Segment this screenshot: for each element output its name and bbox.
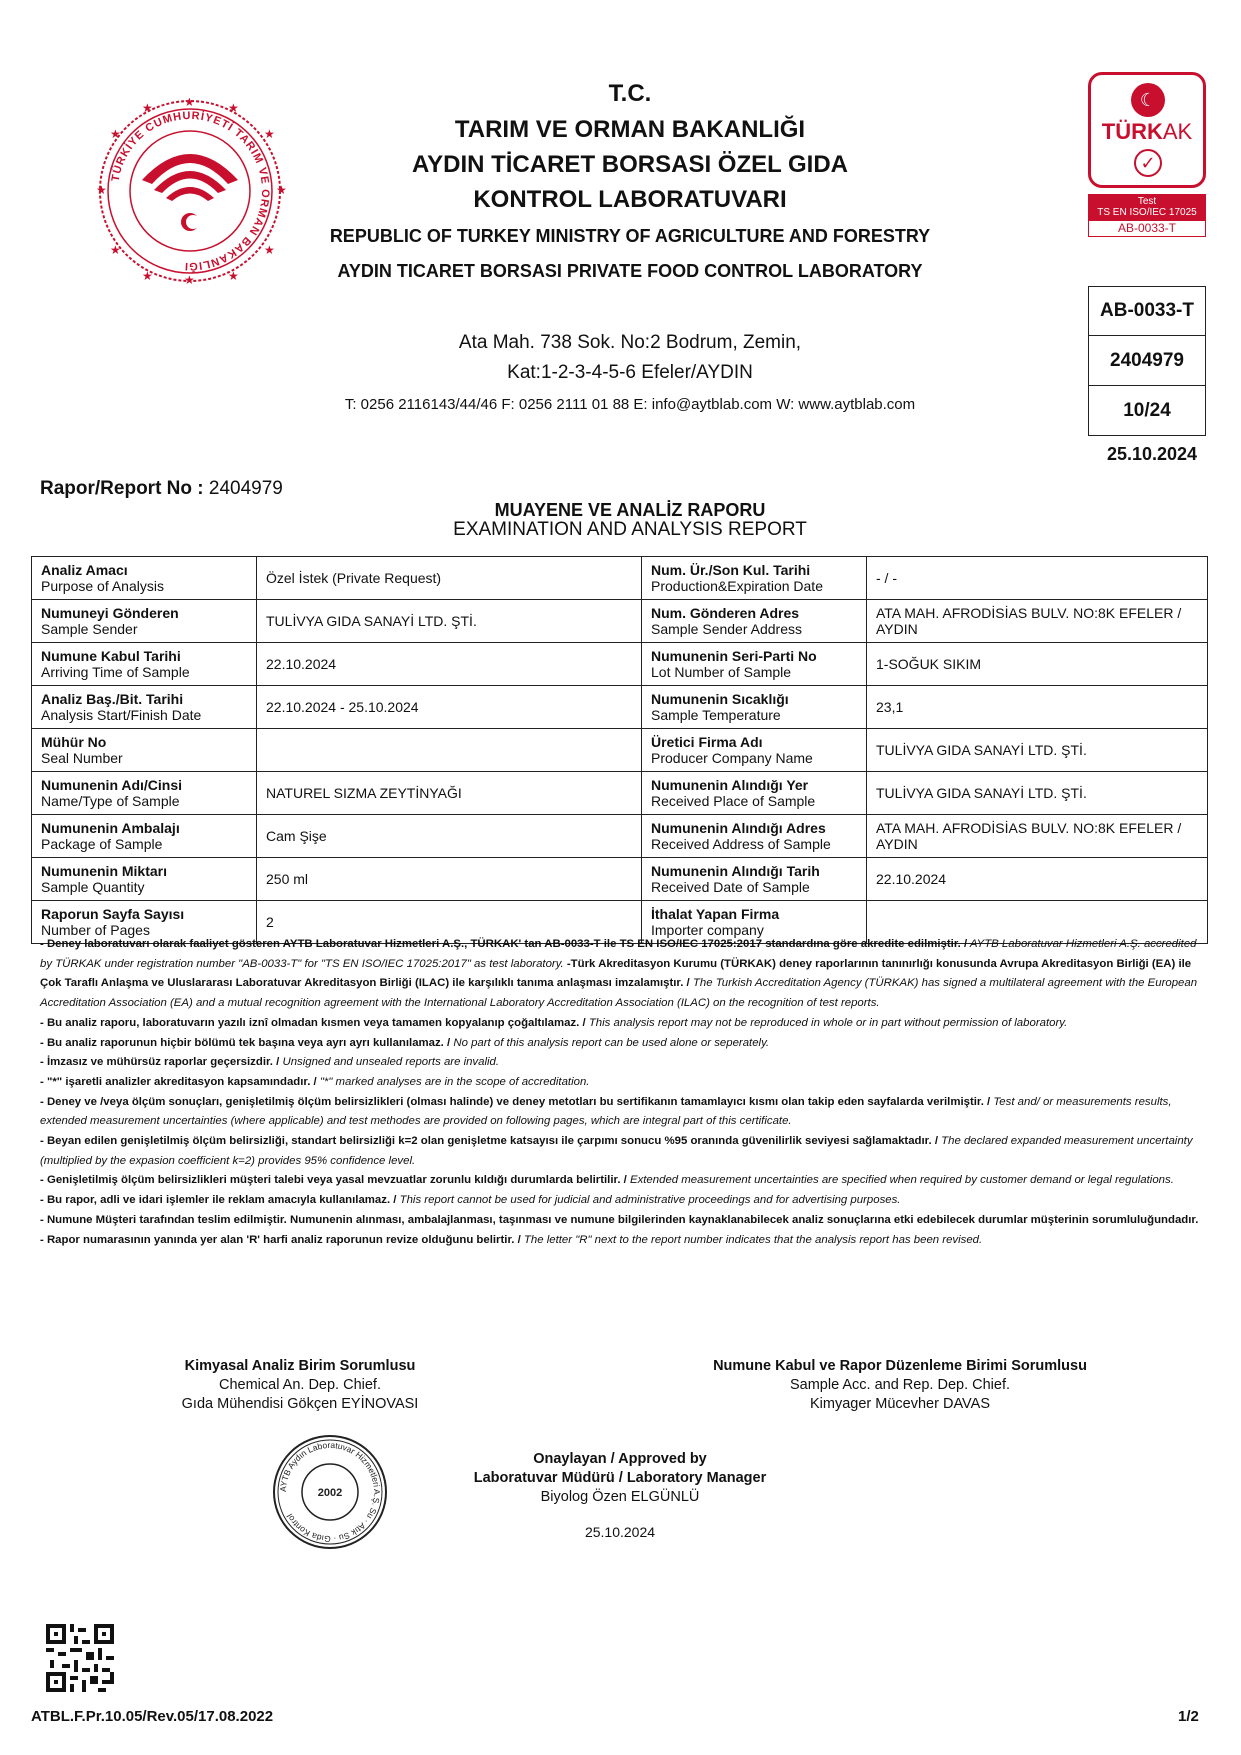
- r-label-cell: [642, 557, 867, 600]
- r-label-en: Production&Expiration Date: [651, 578, 823, 594]
- note-text: - "*" işaretli analizler akreditasyon kapsamındadır. /: [40, 1075, 317, 1088]
- note-text: This report cannot be used for judicial and administrative proceedings and for advertising purposes.: [396, 1194, 901, 1207]
- note-item: [40, 1231, 1205, 1251]
- svg-text:★: ★: [142, 269, 153, 283]
- r-label-cell: [642, 686, 867, 729]
- r-label-cell: [642, 643, 867, 686]
- r-label-cell: [642, 772, 867, 815]
- r-value-cell: TULİVYA GIDA SANAYİ LTD. ŞTİ.: [867, 772, 1208, 815]
- sig-left-name: Gıda Mühendisi Gökçen EYİNOVASI: [181, 1396, 419, 1412]
- turkak-test-label: Test: [1137, 196, 1157, 207]
- stamp-year: 2002: [317, 1487, 343, 1499]
- report-title-en: EXAMINATION AND ANALYSIS REPORT: [453, 519, 807, 540]
- r-label-tr: Numunenin Alındığı Yer: [651, 776, 809, 793]
- r-label-cell: [642, 858, 867, 901]
- note-text: - Genişletilmiş ölçüm belirsizlikleri müşteri talebi veya yasal mevzuatlar zorunlu kıldığı durumlarda belirtilir. /: [40, 1174, 627, 1187]
- r-label-cell: [642, 815, 867, 858]
- r-label-tr: Numunenin Sıcaklığı: [651, 690, 789, 707]
- note-item: [40, 1171, 1205, 1191]
- l-label-cell: [32, 815, 257, 858]
- note-text: This analysis report may not be reproduced in whole or in part without permission of laboratory.: [585, 1016, 1068, 1029]
- header-ministry: TARIM VE ORMAN BAKANLIĞI: [454, 116, 806, 143]
- turkak-text-1: TÜRK: [1101, 119, 1163, 144]
- note-text: The declared expanded measurement uncertainty (multiplied by the expasion coefficient k=2) provides 95% confidence level.: [40, 1135, 1193, 1167]
- turkak-text-2: AK: [1162, 119, 1193, 144]
- r-label-tr: Üretici Firma Adı: [651, 733, 763, 750]
- turkak-crescent-icon: ☾: [1131, 83, 1165, 117]
- l-label-en: Analysis Start/Finish Date: [41, 707, 202, 723]
- svg-text:★: ★: [264, 127, 275, 141]
- r-value-cell: 22.10.2024: [867, 858, 1208, 901]
- l-label-en: Seal Number: [41, 750, 123, 766]
- report-title-tr: MUAYENE VE ANALİZ RAPORU: [494, 500, 766, 520]
- r-label-tr: Num. Ür./Son Kul. Tarihi: [651, 561, 811, 578]
- r-label-tr: Numunenin Alındığı Tarih: [651, 862, 820, 879]
- svg-text:★: ★: [110, 127, 121, 141]
- l-label-tr: Numunenin Adı/Cinsi: [41, 776, 183, 793]
- address-line2: Kat:1-2-3-4-5-6 Efeler/AYDIN: [507, 362, 753, 383]
- signature-date: 25.10.2024: [584, 1524, 656, 1540]
- issue-date: 25.10.2024: [1106, 444, 1198, 464]
- table-row: [32, 557, 1208, 600]
- l-label-tr: Numuneyi Gönderen: [41, 604, 179, 621]
- note-item: [40, 1093, 1205, 1132]
- table-row: [32, 772, 1208, 815]
- sig-approver-role: Laboratuvar Müdürü / Laboratory Manager: [473, 1470, 767, 1486]
- r-label-tr: Numunenin Seri-Parti No: [651, 647, 817, 664]
- sig-right-role: Sample Acc. and Rep. Dep. Chief.: [789, 1377, 1011, 1393]
- r-value-cell: TULİVYA GIDA SANAYİ LTD. ŞTİ.: [867, 729, 1208, 772]
- note-text: Test and/ or measurements results, extended measurement uncertainties (where applicable) and test methodes are provided on following pages, which are integral part of this certificate.: [40, 1095, 1172, 1128]
- svg-text:TÜRKİYE CUMHURİYETİ TARIM VE O: TÜRKİYE CUMHURİYETİ TARIM VE ORMAN BAKANLIĞI: [109, 109, 272, 273]
- l-label-cell: [32, 858, 257, 901]
- svg-text:★: ★: [276, 183, 287, 197]
- l-label-cell: [32, 729, 257, 772]
- address-line1: Ata Mah. 738 Sok. No:2 Bodrum, Zemin,: [458, 332, 802, 353]
- l-label-en: Name/Type of Sample: [41, 793, 180, 809]
- r-label-en: Received Date of Sample: [651, 879, 810, 895]
- note-text: - Deney ve /veya ölçüm sonuçları, genişletilmiş ölçüm belirsizlikleri (olması halinde) ve deney metotları bu sertifikanın tamamlayıcı kısmı olan takip eden sayfalarda verilmiştir. /: [40, 1095, 991, 1108]
- turkak-logo: [1088, 72, 1208, 242]
- l-value-cell: NATUREL SIZMA ZEYTİNYAĞI: [257, 772, 642, 815]
- l-value-cell: 2: [257, 901, 642, 944]
- turkak-reg-no: AB-0033-T: [1088, 220, 1206, 237]
- r-value-cell: 1-SOĞUK SIKIM: [867, 643, 1208, 686]
- table-row: [32, 686, 1208, 729]
- l-label-en: Purpose of Analysis: [41, 578, 164, 594]
- note-text: Unsigned and unsealed reports are invalid.: [279, 1056, 500, 1069]
- l-label-tr: Raporun Sayfa Sayısı: [41, 905, 185, 922]
- r-label-en: Received Place of Sample: [651, 793, 816, 809]
- page-number: 1/2: [1178, 1708, 1199, 1725]
- sig-approver-title: Onaylayan / Approved by: [533, 1451, 707, 1467]
- ministry-seal-logo: [92, 98, 288, 284]
- note-text: No part of this analysis report can be used alone or seperately.: [450, 1036, 770, 1049]
- l-label-cell: [32, 600, 257, 643]
- l-label-en: Arriving Time of Sample: [41, 664, 190, 680]
- note-text: - Bu analiz raporunun hiçbir bölümü tek başına veya ayrı ayrı kullanılamaz. /: [40, 1036, 451, 1049]
- header-lab-line2: KONTROL LABORATUVARI: [473, 186, 787, 213]
- l-value-cell: 250 ml: [257, 858, 642, 901]
- note-text: - Bu rapor, adli ve idari işlemler ile reklam amacıyla kullanılamaz. /: [40, 1194, 397, 1207]
- r-label-tr: Num. Gönderen Adres: [651, 604, 800, 621]
- l-value-cell: TULİVYA GIDA SANAYİ LTD. ŞTİ.: [257, 600, 642, 643]
- qr-code-icon: [46, 1624, 114, 1692]
- note-text: - Numune Müşteri tarafından teslim edilmiştir. Numunenin alınması, ambalajlanması, taşınması ve numune bilgilerinden kaynaklanabilecek analiz sonuçlarına etki edebilecek durumlar müşterinin sorumluluğundadır.: [40, 1213, 1199, 1226]
- header-en-line2: AYDIN TICARET BORSASI PRIVATE FOOD CONTROL LABORATORY: [337, 261, 923, 281]
- header-en-line1: REPUBLIC OF TURKEY MINISTRY OF AGRICULTURE AND FORESTRY: [329, 226, 931, 246]
- header-tc: T.C.: [608, 80, 652, 107]
- svg-text:★: ★: [142, 101, 153, 115]
- note-item: [40, 1191, 1205, 1211]
- svg-text:★: ★: [96, 183, 107, 197]
- r-value-cell: 23,1: [867, 686, 1208, 729]
- table-row: [32, 858, 1208, 901]
- sig-right-name: Kimyager Mücevher DAVAS: [810, 1396, 990, 1412]
- r-label-en: Producer Company Name: [651, 750, 813, 766]
- l-label-en: Package of Sample: [41, 836, 163, 852]
- svg-text:★: ★: [264, 243, 275, 257]
- r-value-cell: - / -: [867, 557, 1208, 600]
- note-text: - İmzasız ve mühürsüz raporlar geçersizdir. /: [40, 1056, 280, 1069]
- note-item: [40, 1053, 1205, 1073]
- svg-text:★: ★: [228, 101, 239, 115]
- note-text: The letter "R" next to the report number indicates that the analysis report has been revised.: [520, 1233, 983, 1246]
- note-text: "*" marked analyses are in the scope of accreditation.: [316, 1075, 590, 1088]
- l-label-en: Sample Quantity: [41, 879, 145, 895]
- svg-text:AYTB Aydın Laboratuvar Hizmetl: AYTB Aydın Laboratuvar Hizmetleri A.Ş. Su · Atık Su · Gıda Kontrol: [277, 1439, 383, 1545]
- note-text: -Türk Akreditasyon Kurumu (TÜRKAK) deney raporlarının tanınırlığı konusunda Avrupa Akreditasyon Birliği (EA) ile Çok Taraflı Anlaşma ve Uluslararası Laboratuvar Akreditasyon Birliği (ILAC) ile karşılıklı tanıma anlaşması imzalamıştır. /: [40, 957, 1192, 990]
- l-label-cell: [32, 643, 257, 686]
- form-code: ATBL.F.Pr.10.05/Rev.05/17.08.2022: [31, 1708, 274, 1725]
- r-label-tr: İthalat Yapan Firma: [651, 905, 780, 922]
- report-number: [40, 478, 283, 500]
- note-text: Extended measurement uncertainties are specified when required by customer demand or legal regulations.: [626, 1174, 1174, 1187]
- r-label-en: Sample Temperature: [651, 707, 781, 723]
- report-number-box: 2404979: [1088, 336, 1206, 386]
- l-value-cell: 22.10.2024: [257, 643, 642, 686]
- l-label-tr: Numunenin Ambalajı: [41, 819, 180, 836]
- r-value-cell: ATA MAH. AFRODİSİAS BULV. NO:8K EFELER / AYDIN: [867, 600, 1208, 643]
- report-number-label: Rapor/Report No :: [40, 478, 204, 499]
- l-label-tr: Numune Kabul Tarihi: [41, 647, 181, 664]
- table-row: [32, 815, 1208, 858]
- report-number-value: 2404979: [208, 478, 283, 499]
- l-label-tr: Analiz Amacı: [41, 561, 128, 578]
- table-row: [32, 600, 1208, 643]
- r-label-cell: [642, 729, 867, 772]
- l-value-cell: Özel İstek (Private Request): [257, 557, 642, 600]
- note-text: The Turkish Accreditation Agency (TÜRKAK) has signed a multilateral agreement with the European Accreditation Association (EA) and a mutual recognition agreement with the International Laboratory Accreditation Association (ILAC) on the recognition of test reports.: [40, 977, 1198, 1010]
- l-label-en: Number of Pages: [41, 922, 150, 938]
- period-box: 10/24: [1088, 386, 1206, 436]
- report-notes: [40, 935, 1205, 1250]
- note-item: [40, 1073, 1205, 1093]
- r-label-tr: Numunenin Alındığı Adres: [651, 819, 826, 836]
- l-label-cell: [32, 772, 257, 815]
- note-item: [40, 1034, 1205, 1054]
- note-text: - Rapor numarasının yanında yer alan 'R' harfi analiz raporunun revize olduğunu belirtir. /: [40, 1233, 521, 1246]
- l-label-cell: [32, 557, 257, 600]
- r-label-cell: [642, 600, 867, 643]
- svg-text:★: ★: [184, 273, 195, 284]
- accreditation-code-box: AB-0033-T: [1088, 286, 1206, 336]
- r-label-en: Lot Number of Sample: [651, 664, 792, 680]
- l-label-tr: Numunenin Miktarı: [41, 862, 168, 879]
- note-text: - Beyan edilen genişletilmiş ölçüm belirsizliği, standart belirsizliği k=2 olan genişletme katsayısı ile çarpımı sonucu %95 oranında güvenilirlik seviyesi sağlamaktadır. /: [40, 1135, 938, 1148]
- sig-approver-name: Biyolog Özen ELGÜNLÜ: [540, 1489, 700, 1505]
- l-value-cell: Cam Şişe: [257, 815, 642, 858]
- svg-text:★: ★: [184, 98, 195, 109]
- l-label-tr: Analiz Baş./Bit. Tarihi: [41, 690, 184, 707]
- l-label-cell: [32, 686, 257, 729]
- note-text: - Deney laboratuvarı olarak faaliyet gösteren AYTB Laboratuvar Hizmetleri A.Ş., TÜRKAK' tan AB-0033-T ile TS EN ISO/IEC 17025:2017 standardına göre akredite edilmiştir. /: [40, 938, 968, 950]
- r-label-en: Sample Sender Address: [651, 621, 802, 637]
- l-label-en: Sample Sender: [41, 621, 138, 637]
- sample-info-table: [31, 556, 1208, 944]
- signature-chemical-chief: [160, 1357, 440, 1414]
- note-item: [40, 1014, 1205, 1034]
- sig-left-title: Kimyasal Analiz Birim Sorumlusu: [184, 1358, 416, 1374]
- note-text: AYTB Laboratuvar Hizmetleri A.Ş. accredited by TÜRKAK under registration number "AB-0033-T" for "TS EN ISO/IEC 17025:2017" as test laboratory.: [40, 938, 1197, 970]
- svg-text:★: ★: [110, 243, 121, 257]
- contact-line: T: 0256 2116143/44/46 F: 0256 2111 01 88 E: info@aytblab.com W: www.aytblab.com: [344, 396, 916, 413]
- note-text: - Bu analiz raporu, laboratuvarın yazılı iznî olmadan kısmen veya tamamen kopyalanıp çoğaltılamaz. /: [40, 1016, 586, 1029]
- l-value-cell: 22.10.2024 - 25.10.2024: [257, 686, 642, 729]
- table-row: [32, 643, 1208, 686]
- signature-sample-chief: [690, 1357, 1110, 1414]
- note-item: [40, 1132, 1205, 1171]
- r-label-en: Received Address of Sample: [651, 836, 831, 852]
- r-label-en: Importer company: [651, 922, 764, 938]
- signature-approver: [460, 1450, 780, 1507]
- l-value-cell: [257, 729, 642, 772]
- sig-left-role: Chemical An. Dep. Chief.: [219, 1377, 381, 1393]
- lab-stamp: [270, 1432, 390, 1552]
- turkak-standard: TS EN ISO/IEC 17025: [1097, 207, 1197, 218]
- header-lab-line1: AYDIN TİCARET BORSASI ÖZEL GIDA: [411, 151, 849, 178]
- sig-right-title: Numune Kabul ve Rapor Düzenleme Birimi Sorumlusu: [713, 1358, 1087, 1374]
- table-row: [32, 729, 1208, 772]
- l-label-tr: Mühür No: [41, 733, 107, 750]
- note-item: [40, 935, 1205, 1014]
- note-item: [40, 1211, 1205, 1231]
- svg-text:★: ★: [228, 269, 239, 283]
- check-circle-icon: ✓: [1134, 149, 1162, 177]
- r-value-cell: ATA MAH. AFRODİSİAS BULV. NO:8K EFELER / AYDIN: [867, 815, 1208, 858]
